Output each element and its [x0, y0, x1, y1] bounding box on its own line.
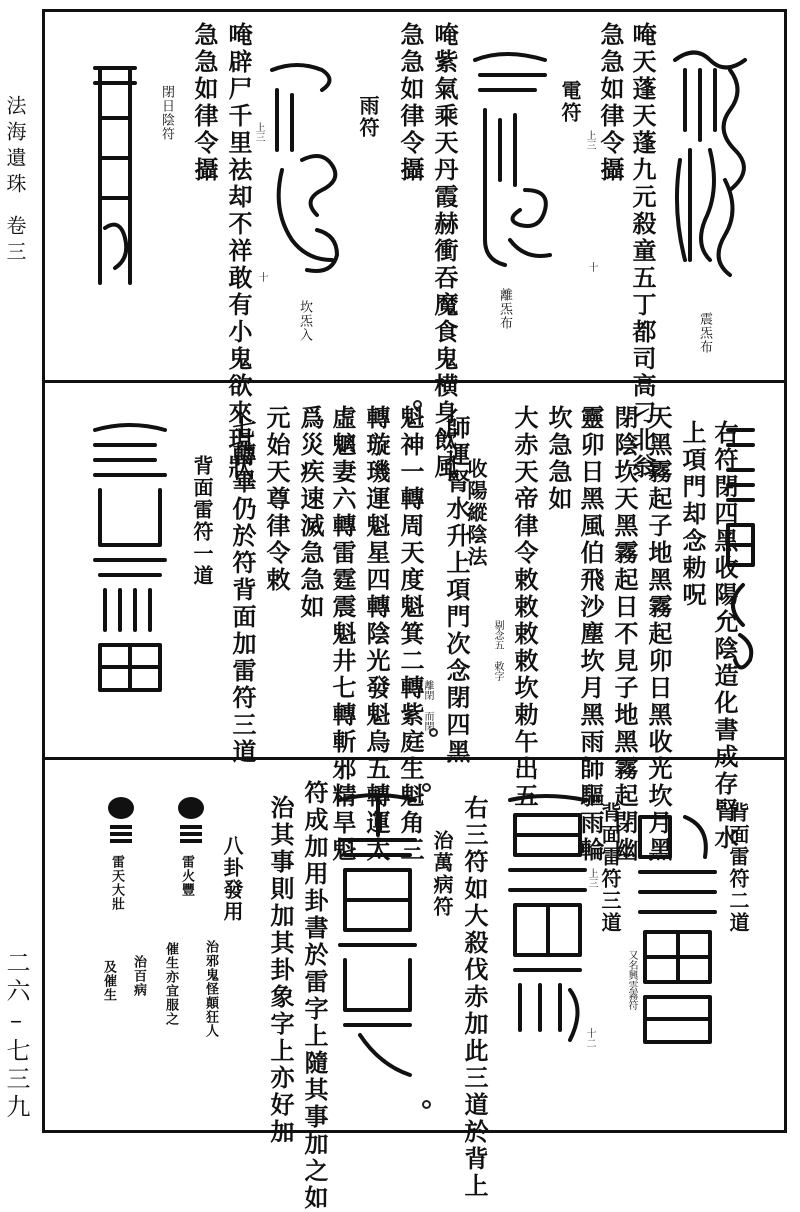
seal-mark [178, 797, 204, 819]
small-note: 上三 [253, 122, 264, 142]
text-line: 元始天尊律令敕 [262, 405, 291, 594]
incantation-line: 唵紫氣乘天丹霞赫衝吞魔食鬼横身飲風 [430, 22, 459, 481]
trigram-lines [180, 822, 202, 846]
incantation-line: 急急如律令攝 [396, 22, 425, 184]
text-line: 爲災疾速滅急急如 [296, 405, 325, 621]
thunder-talisman-glyph [665, 40, 755, 290]
yin-talisman-glyph [85, 58, 145, 293]
circle-mark [429, 728, 438, 737]
method-title: 收陽縱陰法 [464, 458, 488, 568]
small-note: 十 [256, 272, 267, 282]
talisman-label: 電符 [558, 80, 582, 124]
text-line: 虛魑妻六轉雷霆震魁井七轉斬邪精旱魁 [328, 405, 357, 864]
trigram-title: 八卦發用 [220, 835, 244, 923]
book-title: 法海遺珠 [3, 95, 27, 199]
text-line: 右符閉四黑收陽允陰造化書成存腎水 [710, 420, 739, 852]
trigram-lines [110, 822, 132, 846]
text-line: 坎急急如 [544, 405, 573, 513]
small-note: 剔念五 敕字 [492, 620, 503, 681]
text-line: 符成加用卦書於雷字上隨其事加之如 [300, 780, 329, 1212]
thunder-talisman-2-glyph [630, 812, 725, 1062]
closing-sequence-glyph [718, 425, 763, 675]
seal-mark [108, 797, 134, 819]
text-line: 師運腎水升上項門次念閉四黑 [442, 415, 471, 766]
talisman-caption: 震炁布 [697, 312, 712, 354]
small-note: 離閉 而閉 [422, 680, 433, 731]
incantation-line: 唵天蓬天蓬九元殺童五丁都司高刁北翁 [628, 22, 657, 481]
usage-note: 及催生 [101, 960, 116, 1002]
small-note: 上三 [584, 130, 595, 150]
text-line: 轉璇璣運魁星四轉陰光發魁烏五轉運太 [362, 405, 391, 864]
hexagram-name: 雷天大壯 [109, 855, 124, 911]
incantation-line: 唵辟尸千里祛却不祥敢有小鬼欲來現狀 [224, 22, 253, 481]
text-line: 七轉畢仍於符背面加雷符三道 [228, 415, 257, 766]
incantation-line: 急急如律令攝 [190, 22, 219, 184]
small-note: 上三 [586, 868, 597, 888]
rain-talisman-glyph [465, 40, 560, 285]
talisman-caption: 離炁布 [497, 288, 512, 330]
circle-mark [422, 1100, 431, 1109]
usage-note: 催生亦宜服之 [163, 942, 178, 1026]
back-thunder-talisman-glyph [85, 420, 175, 720]
text-line: 大赤天帝律令敕敕敕敕坎勅午出五 [510, 405, 539, 810]
incantation-line: 急急如律令攝 [596, 22, 625, 184]
talisman-label: 背面雷符一道 [190, 455, 214, 587]
usage-note: 治百病 [131, 955, 146, 997]
text-line: 上項門却念勅呪 [678, 420, 707, 609]
talisman-label: 背面雷符二道 [726, 802, 750, 934]
talisman-label: 閉日陰符 [159, 85, 174, 141]
text-line: 右三符如大殺伐赤加此三道於背上 [460, 795, 489, 1200]
folio-number: 二六–七三九 [2, 950, 30, 1122]
text-line: 魁神一轉周天度魁箕二轉紫庭生魁角三 [396, 405, 425, 864]
circle-mark [413, 400, 422, 409]
myriad-illness-talisman-glyph [330, 790, 425, 1090]
section-divider-1 [42, 380, 787, 383]
text-line: 靈卯日黑風伯飛沙塵坎月黑雨師驅雨輪 [576, 405, 605, 864]
small-note: 十二 [584, 1028, 595, 1048]
talisman-label: 雨符 [356, 95, 380, 139]
small-note: 十 [586, 262, 597, 272]
usage-note: 治邪鬼怪顛狂人 [203, 940, 218, 1038]
text-line: 天黑霧起子地黑霧起卯日黑收光坎月黑 [644, 405, 673, 864]
small-note: 又名興雲霧符 [626, 950, 637, 1010]
talisman-label: 治萬病符 [430, 830, 454, 918]
thunder-talisman-3-glyph [500, 790, 595, 1055]
talisman-label: 背面雷符三道 [598, 802, 622, 934]
text-line: 閉陰坎天黑霧起日不見子地黑霧起閉幽 [610, 405, 639, 864]
hexagram-name: 雷火豐 [179, 855, 194, 897]
volume-label: 卷三 [3, 215, 27, 267]
closing-talisman-glyph [262, 50, 352, 290]
talisman-caption: 坎炁入 [297, 300, 312, 342]
text-line: 治其事則加其卦象字上亦好加 [266, 795, 295, 1146]
